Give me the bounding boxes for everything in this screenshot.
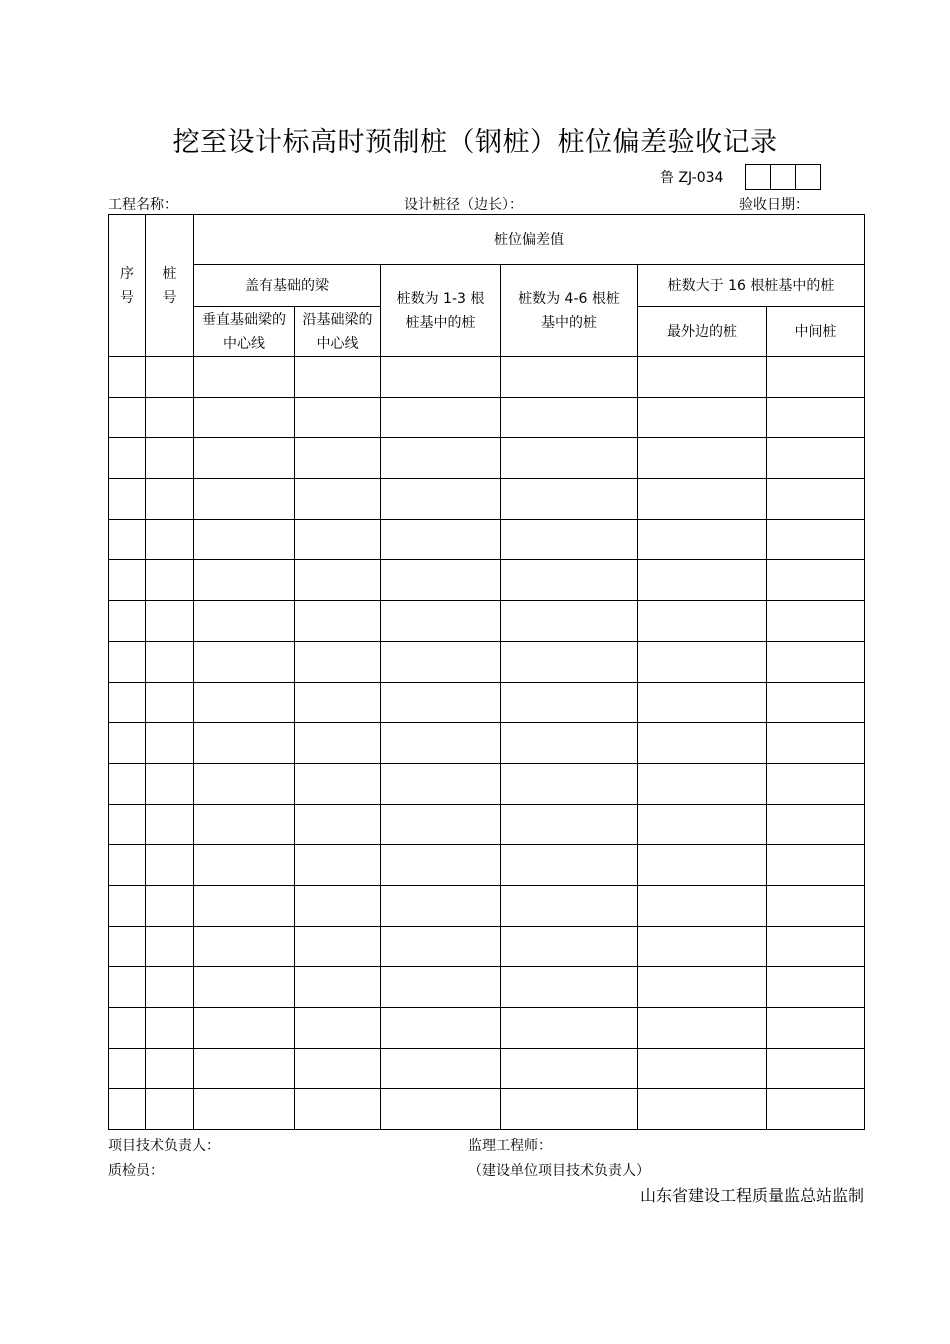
table-row xyxy=(109,397,865,438)
table-cell[interactable] xyxy=(194,519,295,560)
form-code: 鲁 ZJ-034 xyxy=(660,170,724,186)
table-cell[interactable] xyxy=(146,804,194,845)
table-cell[interactable] xyxy=(501,967,638,1008)
table-cell[interactable] xyxy=(381,601,501,642)
table-cell[interactable] xyxy=(194,357,295,398)
table-cell[interactable] xyxy=(109,723,146,764)
table-cell[interactable] xyxy=(638,723,767,764)
table-cell[interactable] xyxy=(638,357,767,398)
table-cell[interactable] xyxy=(767,601,865,642)
table-row xyxy=(109,763,865,804)
table-cell[interactable] xyxy=(295,804,381,845)
table-cell[interactable] xyxy=(381,479,501,520)
table-row xyxy=(109,601,865,642)
table-cell[interactable] xyxy=(638,1089,767,1130)
header-pile-no: 桩号 xyxy=(146,215,194,357)
table-row xyxy=(109,885,865,926)
table-cell[interactable] xyxy=(109,763,146,804)
table-cell[interactable] xyxy=(109,1048,146,1089)
table-cell[interactable] xyxy=(194,967,295,1008)
table-cell[interactable] xyxy=(146,519,194,560)
table-row xyxy=(109,1089,865,1130)
table-cell[interactable] xyxy=(638,519,767,560)
form-number-boxes[interactable] xyxy=(745,164,821,190)
table-row xyxy=(109,926,865,967)
table-cell[interactable] xyxy=(501,397,638,438)
table-cell[interactable] xyxy=(109,804,146,845)
table-cell[interactable] xyxy=(146,357,194,398)
table-cell[interactable] xyxy=(295,763,381,804)
table-cell[interactable] xyxy=(146,723,194,764)
table-row xyxy=(109,1008,865,1049)
table-cell[interactable] xyxy=(501,519,638,560)
table-cell[interactable] xyxy=(295,479,381,520)
table-cell[interactable] xyxy=(501,641,638,682)
table-cell[interactable] xyxy=(295,397,381,438)
table-cell[interactable] xyxy=(501,926,638,967)
table-cell[interactable] xyxy=(638,1008,767,1049)
table-cell[interactable] xyxy=(109,519,146,560)
table-cell[interactable] xyxy=(501,845,638,886)
table-cell[interactable] xyxy=(767,438,865,479)
table-cell[interactable] xyxy=(146,1008,194,1049)
table-cell[interactable] xyxy=(194,1008,295,1049)
table-cell[interactable] xyxy=(767,479,865,520)
table-cell[interactable] xyxy=(109,479,146,520)
table-cell[interactable] xyxy=(767,641,865,682)
table-cell[interactable] xyxy=(501,723,638,764)
table-row xyxy=(109,438,865,479)
table-row xyxy=(109,357,865,398)
table-cell[interactable] xyxy=(109,641,146,682)
table-cell[interactable] xyxy=(194,438,295,479)
page-title: 挖至设计标高时预制桩（钢桩）桩位偏差验收记录 xyxy=(172,127,778,158)
table-cell[interactable] xyxy=(146,560,194,601)
header-4-6: 桩数为 4-6 根桩基中的桩 xyxy=(501,265,638,357)
table-cell[interactable] xyxy=(295,438,381,479)
table-cell[interactable] xyxy=(638,967,767,1008)
table-cell[interactable] xyxy=(767,763,865,804)
table-cell[interactable] xyxy=(109,926,146,967)
table-cell[interactable] xyxy=(146,682,194,723)
table-cell[interactable] xyxy=(109,1008,146,1049)
header-perpendicular: 垂直基础梁的中心线 xyxy=(194,307,295,357)
table-cell[interactable] xyxy=(109,885,146,926)
inspector-label: 质检员： xyxy=(108,1163,164,1179)
header-middle: 中间桩 xyxy=(767,307,865,357)
supervisor-label: 监理工程师： xyxy=(468,1138,552,1154)
table-cell[interactable] xyxy=(767,519,865,560)
table-cell[interactable] xyxy=(295,682,381,723)
owner-tech-label: （建设单位项目技术负责人） xyxy=(468,1163,650,1179)
table-cell[interactable] xyxy=(638,885,767,926)
table-cell[interactable] xyxy=(146,601,194,642)
table-row xyxy=(109,804,865,845)
table-cell[interactable] xyxy=(767,357,865,398)
table-cell[interactable] xyxy=(501,804,638,845)
table-row xyxy=(109,641,865,682)
table-cell[interactable] xyxy=(767,723,865,764)
table-cell[interactable] xyxy=(381,967,501,1008)
header-outer: 最外边的桩 xyxy=(638,307,767,357)
table-cell[interactable] xyxy=(767,682,865,723)
form-number-box[interactable] xyxy=(771,165,796,189)
project-name-label: 工程名称： xyxy=(108,197,178,213)
table-cell[interactable] xyxy=(109,357,146,398)
table-cell[interactable] xyxy=(194,804,295,845)
table-cell[interactable] xyxy=(146,641,194,682)
header-beam: 盖有基础的梁 xyxy=(194,265,381,307)
table-cell[interactable] xyxy=(638,926,767,967)
table-cell[interactable] xyxy=(146,926,194,967)
table-cell[interactable] xyxy=(146,397,194,438)
table-row xyxy=(109,519,865,560)
table-cell[interactable] xyxy=(638,397,767,438)
header-deviation: 桩位偏差值 xyxy=(194,215,865,265)
table-cell[interactable] xyxy=(109,682,146,723)
table-cell[interactable] xyxy=(194,641,295,682)
table-row xyxy=(109,967,865,1008)
table-cell[interactable] xyxy=(767,804,865,845)
table-cell[interactable] xyxy=(501,438,638,479)
table-cell[interactable] xyxy=(146,1048,194,1089)
table-cell[interactable] xyxy=(381,926,501,967)
table-cell[interactable] xyxy=(295,926,381,967)
table-cell[interactable] xyxy=(501,357,638,398)
table-cell[interactable] xyxy=(146,438,194,479)
table-cell[interactable] xyxy=(767,845,865,886)
table-cell[interactable] xyxy=(295,1089,381,1130)
table-cell[interactable] xyxy=(767,397,865,438)
table-cell[interactable] xyxy=(501,479,638,520)
header-along: 沿基础梁的中心线 xyxy=(295,307,381,357)
table-cell[interactable] xyxy=(767,560,865,601)
table-cell[interactable] xyxy=(295,1008,381,1049)
table-cell[interactable] xyxy=(381,1008,501,1049)
table-cell[interactable] xyxy=(501,560,638,601)
table-body xyxy=(109,357,865,1130)
table-cell[interactable] xyxy=(109,601,146,642)
table-cell[interactable] xyxy=(109,967,146,1008)
table-row xyxy=(109,723,865,764)
table-cell[interactable] xyxy=(194,1089,295,1130)
table-cell[interactable] xyxy=(381,845,501,886)
table-cell[interactable] xyxy=(381,1048,501,1089)
table-cell[interactable] xyxy=(638,763,767,804)
table-cell[interactable] xyxy=(295,1048,381,1089)
table-cell[interactable] xyxy=(109,845,146,886)
table-cell[interactable] xyxy=(381,560,501,601)
table-cell[interactable] xyxy=(381,641,501,682)
table-row xyxy=(109,560,865,601)
table-cell[interactable] xyxy=(295,967,381,1008)
table-cell[interactable] xyxy=(146,967,194,1008)
table-cell[interactable] xyxy=(767,885,865,926)
table-cell[interactable] xyxy=(194,845,295,886)
table-cell[interactable] xyxy=(501,885,638,926)
header-1-3: 桩数为 1-3 根桩基中的桩 xyxy=(381,265,501,357)
table-cell[interactable] xyxy=(501,1008,638,1049)
table-row xyxy=(109,682,865,723)
acceptance-date-label: 验收日期： xyxy=(739,197,809,213)
table-cell[interactable] xyxy=(767,967,865,1008)
table-cell[interactable] xyxy=(295,601,381,642)
deviation-table xyxy=(108,214,865,1130)
table-cell[interactable] xyxy=(501,763,638,804)
table-cell[interactable] xyxy=(109,560,146,601)
table-cell[interactable] xyxy=(638,438,767,479)
table-cell[interactable] xyxy=(381,438,501,479)
table-cell[interactable] xyxy=(501,1048,638,1089)
table-cell[interactable] xyxy=(767,1008,865,1049)
table-cell[interactable] xyxy=(381,397,501,438)
form-number-box[interactable] xyxy=(746,165,771,189)
table-cell[interactable] xyxy=(146,845,194,886)
table-cell[interactable] xyxy=(638,804,767,845)
table-cell[interactable] xyxy=(381,682,501,723)
table-cell[interactable] xyxy=(194,479,295,520)
table-cell[interactable] xyxy=(381,519,501,560)
table-cell[interactable] xyxy=(109,397,146,438)
table-cell[interactable] xyxy=(194,926,295,967)
table-cell[interactable] xyxy=(194,723,295,764)
table-cell[interactable] xyxy=(295,723,381,764)
header-seq: 序号 xyxy=(109,215,146,357)
table-cell[interactable] xyxy=(146,1089,194,1130)
table-cell[interactable] xyxy=(194,397,295,438)
table-cell[interactable] xyxy=(381,723,501,764)
table-cell[interactable] xyxy=(638,601,767,642)
pile-diameter-label: 设计桩径（边长）： xyxy=(404,197,523,213)
table-cell[interactable] xyxy=(295,845,381,886)
table-cell[interactable] xyxy=(295,560,381,601)
table-cell[interactable] xyxy=(146,885,194,926)
table-cell[interactable] xyxy=(381,1089,501,1130)
table-row xyxy=(109,845,865,886)
issuer-label: 山东省建设工程质量监总站监制 xyxy=(639,1186,864,1205)
table-cell[interactable] xyxy=(638,1048,767,1089)
table-cell[interactable] xyxy=(381,357,501,398)
table-cell[interactable] xyxy=(194,682,295,723)
table-cell[interactable] xyxy=(501,682,638,723)
table-cell[interactable] xyxy=(194,560,295,601)
table-cell[interactable] xyxy=(146,763,194,804)
table-cell[interactable] xyxy=(501,1089,638,1130)
table-cell[interactable] xyxy=(194,763,295,804)
table-row xyxy=(109,479,865,520)
table-cell[interactable] xyxy=(295,357,381,398)
table-cell[interactable] xyxy=(194,1048,295,1089)
form-number-box[interactable] xyxy=(796,165,820,189)
table-cell[interactable] xyxy=(501,601,638,642)
header-over-16: 桩数大于 16 根桩基中的桩 xyxy=(638,265,865,307)
table-cell[interactable] xyxy=(381,763,501,804)
table-cell[interactable] xyxy=(381,885,501,926)
tech-lead-label: 项目技术负责人： xyxy=(108,1138,220,1154)
table-cell[interactable] xyxy=(109,1089,146,1130)
table-cell[interactable] xyxy=(295,885,381,926)
table-cell[interactable] xyxy=(295,519,381,560)
table-cell[interactable] xyxy=(194,885,295,926)
table-cell[interactable] xyxy=(638,641,767,682)
table-cell[interactable] xyxy=(638,479,767,520)
table-cell[interactable] xyxy=(767,926,865,967)
table-cell[interactable] xyxy=(109,438,146,479)
table-cell[interactable] xyxy=(767,1048,865,1089)
table-cell[interactable] xyxy=(767,1089,865,1130)
table-cell[interactable] xyxy=(638,682,767,723)
table-cell[interactable] xyxy=(381,804,501,845)
table-cell[interactable] xyxy=(146,479,194,520)
table-cell[interactable] xyxy=(295,641,381,682)
table-cell[interactable] xyxy=(194,601,295,642)
table-row xyxy=(109,1048,865,1089)
table-cell[interactable] xyxy=(638,560,767,601)
table-cell[interactable] xyxy=(638,845,767,886)
